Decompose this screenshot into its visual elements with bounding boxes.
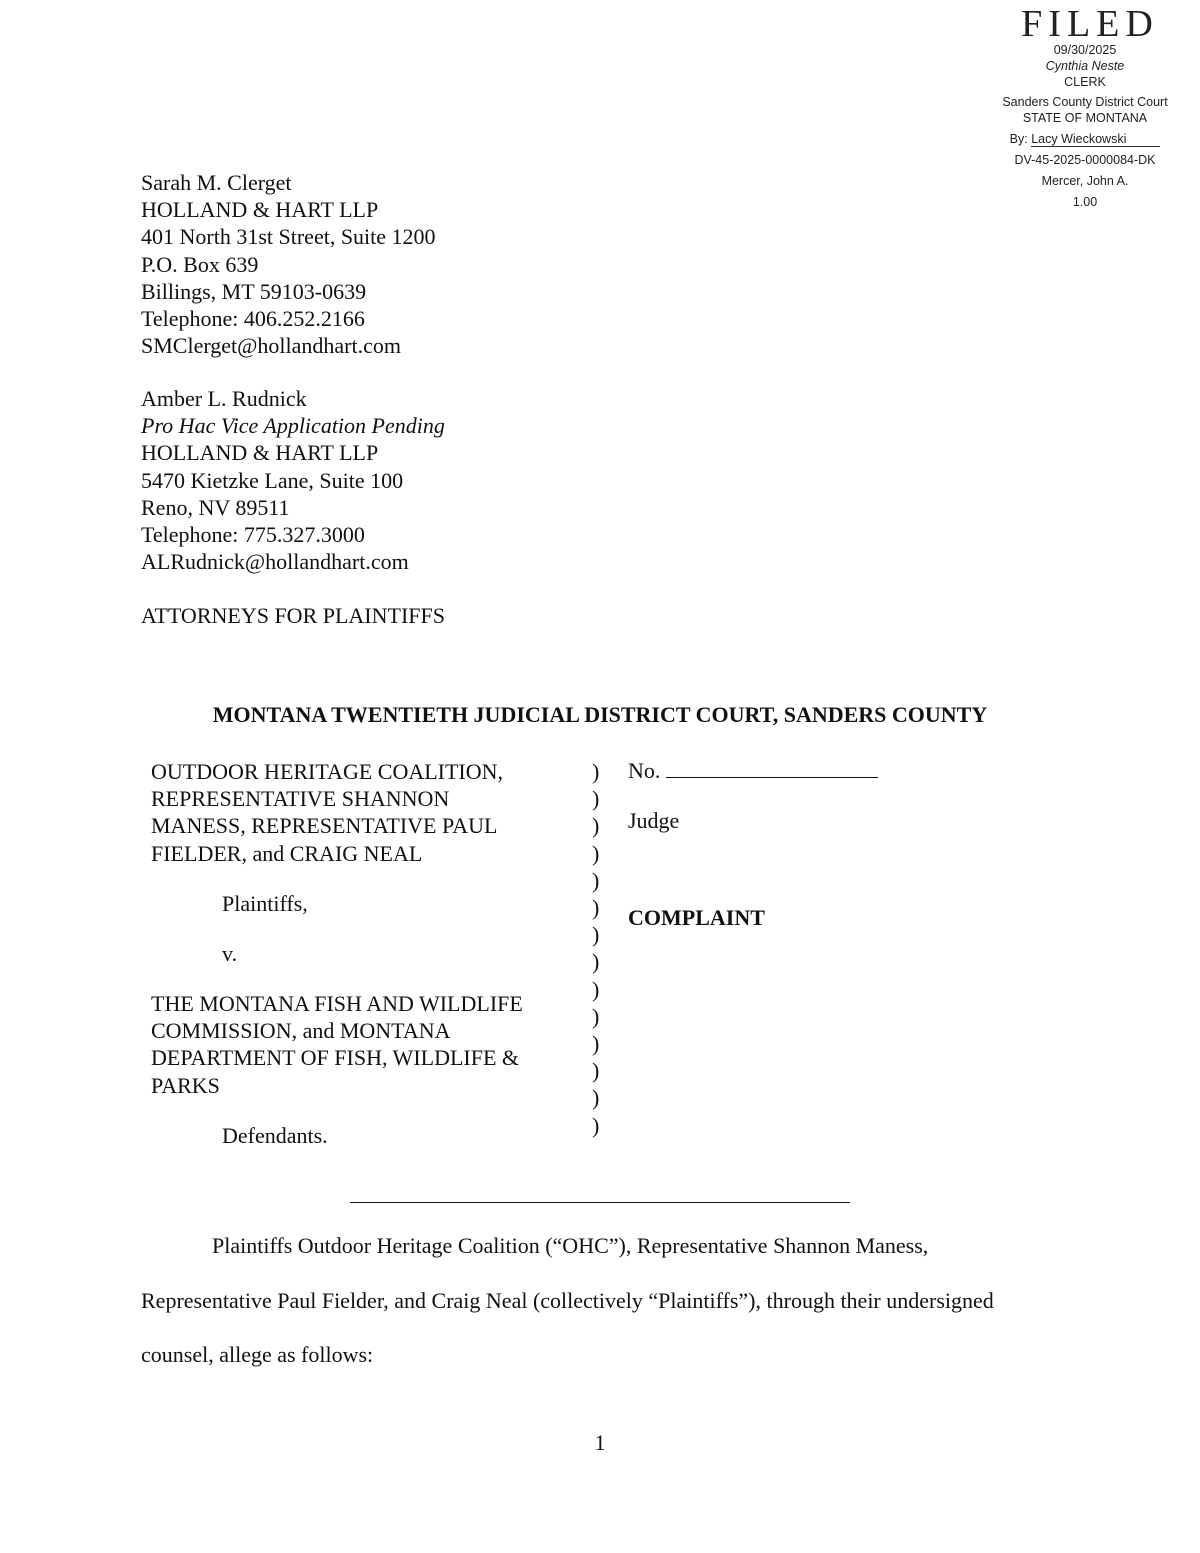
clerk-title: CLERK	[1064, 75, 1106, 89]
caption-parentheses	[592, 758, 599, 1139]
caption-paren: )	[592, 1058, 600, 1084]
attorney-phone: Telephone: 406.252.2166	[141, 306, 365, 332]
versus-label: v.	[222, 941, 238, 966]
caption-line: COMMISSION, and MONTANA	[151, 1018, 451, 1044]
defendants-names	[151, 990, 523, 1099]
caption-paren: )	[592, 1112, 600, 1138]
stamp-judge: Mercer, John A.	[1041, 174, 1129, 188]
clerk-name: Cynthia Neste	[1045, 59, 1125, 73]
caption-line: FIELDER, and CRAIG NEAL	[151, 840, 423, 866]
attorney-phone: Telephone: 775.327.3000	[141, 522, 365, 548]
caption-paren: )	[592, 1085, 600, 1111]
caption-line: PARKS	[151, 1072, 220, 1098]
attorney-address-line: 5470 Kietzke Lane, Suite 100	[141, 467, 404, 493]
caption-paren: )	[592, 813, 600, 839]
stamp-by	[980, 131, 1190, 147]
caption-paren: )	[592, 949, 600, 975]
attorney-address-line: P.O. Box 639	[141, 251, 259, 277]
filed-date: 09/30/2025	[1053, 43, 1117, 57]
caption-divider	[350, 1202, 850, 1203]
attorney-city: Reno, NV 89511	[141, 494, 290, 520]
stamp-state: STATE OF MONTANA	[1022, 111, 1148, 125]
stamp-case-number: DV-45-2025-0000084-DK	[1014, 153, 1156, 167]
page-number: 1	[594, 1430, 606, 1455]
caption-paren: )	[592, 840, 600, 866]
case-number-label: No.	[628, 758, 661, 783]
caption-paren: )	[592, 759, 600, 784]
attorney-status: Pro Hac Vice Application Pending	[141, 413, 445, 439]
attorney-name: Amber L. Rudnick	[141, 386, 307, 411]
filed-stamp	[980, 3, 1190, 210]
plaintiffs-label: Plaintiffs,	[222, 891, 308, 916]
attorney-firm: HOLLAND & HART LLP	[141, 197, 379, 223]
caption-paren: )	[592, 867, 600, 893]
caption-paren: )	[592, 922, 600, 948]
body-line: Representative Paul Fielder, and Craig Neal (collectively “Plaintiffs”), through their undersigned	[141, 1288, 994, 1313]
caption-paren: )	[592, 786, 600, 812]
judge-label: Judge	[628, 808, 680, 833]
attorney-email: SMClerget@hollandhart.com	[141, 333, 401, 359]
attorney-email: ALRudnick@hollandhart.com	[141, 549, 409, 575]
case-number-blank	[666, 759, 878, 778]
caption-line: THE MONTANA FISH AND WILDLIFE	[151, 991, 523, 1016]
attorney-block-1	[141, 169, 436, 359]
caption-paren: )	[592, 895, 600, 921]
defendants-label: Defendants.	[222, 1123, 328, 1148]
plaintiffs-names	[151, 758, 503, 867]
caption-line: MANESS, REPRESENTATIVE PAUL	[151, 813, 498, 839]
attorney-firm: HOLLAND & HART LLP	[141, 440, 379, 466]
court-title: MONTANA TWENTIETH JUDICIAL DISTRICT COURT, SANDERS COUNTY	[212, 702, 988, 727]
attorney-name: Sarah M. Clerget	[141, 170, 292, 195]
attorney-city: Billings, MT 59103-0639	[141, 278, 367, 304]
stamp-court: Sanders County District Court	[1002, 95, 1168, 109]
body-line: counsel, allege as follows:	[141, 1342, 374, 1367]
caption-line: OUTDOOR HERITAGE COALITION,	[151, 759, 504, 784]
stamp-by-label: By:	[1009, 132, 1028, 146]
stamp-code: 1.00	[1072, 195, 1098, 209]
caption-paren: )	[592, 976, 600, 1002]
caption-line: REPRESENTATIVE SHANNON	[151, 786, 450, 812]
document-title: COMPLAINT	[628, 905, 765, 930]
filed-heading: FILED	[1021, 3, 1159, 45]
case-number-field	[628, 758, 878, 784]
attorney-address-line: 401 North 31st Street, Suite 1200	[141, 224, 436, 250]
caption-line: DEPARTMENT OF FISH, WILDLIFE &	[151, 1045, 520, 1071]
attorney-block-2	[141, 385, 445, 575]
attorneys-for: ATTORNEYS FOR PLAINTIFFS	[141, 603, 445, 628]
caption-paren: )	[592, 1003, 600, 1029]
caption-paren: )	[592, 1031, 600, 1057]
body-line: Plaintiffs Outdoor Heritage Coalition (“OHC”), Representative Shannon Maness,	[212, 1233, 929, 1258]
stamp-by-name: Lacy Wieckowski	[1031, 132, 1160, 147]
